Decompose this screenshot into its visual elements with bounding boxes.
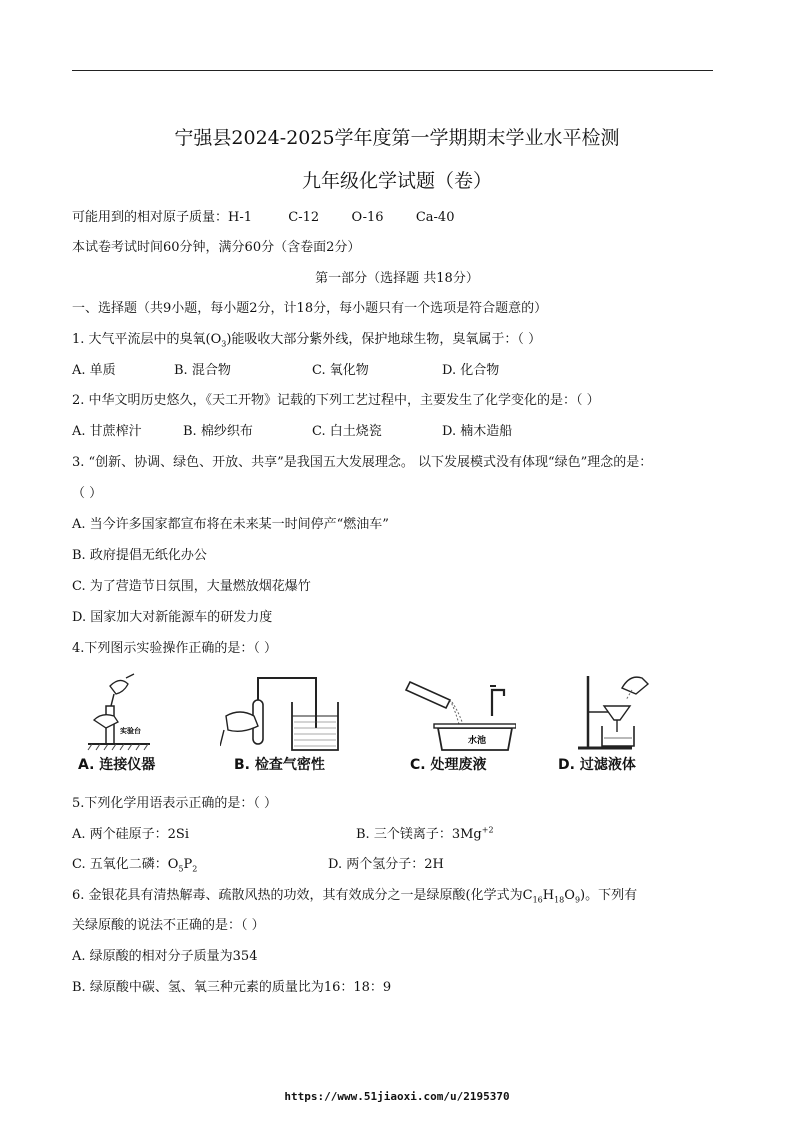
question-6-stem-line2: 关绿原酸的说法不正确的是：（ ） xyxy=(72,918,265,933)
question-3-stem: 3. “创新、协调、绿色、开放、共享”是我国五大发展理念。 以下发展模式没有体现“绿色”理念的是： xyxy=(72,455,653,470)
question-2-stem: 2. 中华文明历史悠久，《天工开物》记载的下列工艺过程中，主要发生了化学变化的是：（ ） xyxy=(72,393,600,408)
q6-option-a[interactable]: A. 绿原酸的相对分子质量为354 xyxy=(72,949,258,964)
q6-formula-h: H xyxy=(542,888,555,903)
q5-option-b-text: B. 三个镁离子：3Mg xyxy=(356,827,482,842)
figure-c-label[interactable]: C. 处理废液 xyxy=(410,757,487,773)
question-5-stem: 5.下列化学用语表示正确的是：（ ） xyxy=(72,796,278,811)
q6-option-b[interactable]: B. 绿原酸中碳、氢、氧三种元素的质量比为16：18：9 xyxy=(72,980,392,995)
section-heading: 一、选择题（共9小题，每小题2分，计18分，每小题只有一个选项是符合题意的） xyxy=(72,301,548,316)
q1-stem-part2: )能吸收大部分紫外线，保护地球生物，臭氧属于：（ ） xyxy=(226,332,542,347)
q2-option-b[interactable]: B. 棉纱织布 xyxy=(183,424,253,439)
q2-option-c[interactable]: C. 白土烧瓷 xyxy=(312,424,382,439)
q5-option-c-mid: P xyxy=(183,857,193,872)
figure-b-airtightness xyxy=(220,672,340,754)
q5-option-c-sub1: 5 xyxy=(178,864,184,874)
atomic-mass-c: C-12 xyxy=(288,210,320,225)
q1-option-c[interactable]: C. 氧化物 xyxy=(312,363,369,378)
figure-d-label[interactable]: D. 过滤液体 xyxy=(558,757,636,773)
bench-label: 实验台 xyxy=(120,727,141,735)
question-6-stem xyxy=(72,884,637,905)
exam-subtitle: 九年级化学试题（卷） xyxy=(301,170,492,192)
q6-stem-part1: 6. 金银花具有清热解毒、疏散风热的功效，其有效成分之一是绿原酸(化学式为C xyxy=(72,888,533,903)
q1-option-a[interactable]: A. 单质 xyxy=(72,363,116,378)
exam-title: 宁强县2024-2025学年度第一学期期末学业水平检测 xyxy=(174,127,620,149)
q6-formula-h-count: 18 xyxy=(554,895,565,905)
part1-heading: 第一部分（选择题 共18分） xyxy=(315,271,479,286)
atomic-mass-o: O-16 xyxy=(351,210,384,225)
atomic-mass-ca: Ca-40 xyxy=(415,210,455,225)
q5-option-a[interactable]: A. 两个硅原子：2Si xyxy=(72,827,189,842)
figure-a-connect-instruments xyxy=(84,672,154,752)
question-4-stem: 4.下列图示实验操作正确的是：（ ） xyxy=(72,641,278,656)
q6-stem-part2: )。下列有 xyxy=(580,888,638,903)
time-note: 本试卷考试时间60分钟，满分60分（含卷面2分） xyxy=(72,240,361,255)
q5-option-c-sub2: 2 xyxy=(192,864,198,874)
q3-option-d[interactable]: D. 国家加大对新能源车的研发力度 xyxy=(72,610,273,625)
q2-option-d[interactable]: D. 楠木造船 xyxy=(442,424,513,439)
question-1-stem xyxy=(72,328,541,349)
figure-d-filter-liquid xyxy=(574,668,654,754)
q3-option-a[interactable]: A. 当今许多国家都宣布将在未来某一时间停产“燃油车” xyxy=(72,517,389,532)
q6-formula-o: O xyxy=(564,888,575,903)
q5-option-b[interactable] xyxy=(356,823,494,842)
atomic-mass-h: 可能用到的相对原子质量：H-1 xyxy=(72,210,253,225)
question-3-paren: （ ） xyxy=(72,486,103,501)
q5-option-b-charge: +2 xyxy=(481,825,494,835)
q2-option-a[interactable]: A. 甘蔗榨汁 xyxy=(72,424,142,439)
q1-option-d[interactable]: D. 化合物 xyxy=(442,363,500,378)
q3-option-c[interactable]: C. 为了营造节日氛围，大量燃放烟花爆竹 xyxy=(72,579,311,594)
q6-formula-c-count: 16 xyxy=(532,895,543,905)
top-rule xyxy=(72,70,713,71)
q1-ozone-subscript: 3 xyxy=(221,339,227,349)
q3-option-b[interactable]: B. 政府提倡无纸化办公 xyxy=(72,548,207,563)
footer-url[interactable]: https://www.51jiaoxi.com/u/2195370 xyxy=(284,1090,510,1103)
figure-c-waste-liquid xyxy=(404,672,516,754)
sink-label: 水池 xyxy=(468,736,487,746)
q5-option-c-text: C. 五氧化二磷：O xyxy=(72,857,179,872)
q5-option-d[interactable]: D. 两个氢分子：2H xyxy=(328,857,444,872)
q1-option-b[interactable]: B. 混合物 xyxy=(174,363,231,378)
q1-stem-part1: 1. 大气平流层中的臭氧(O xyxy=(72,332,222,347)
atomic-mass-line xyxy=(72,206,454,225)
figure-b-label[interactable]: B. 检查气密性 xyxy=(234,757,325,773)
q5-option-c[interactable] xyxy=(72,853,197,874)
q6-formula-o-count: 9 xyxy=(574,895,581,905)
figure-a-label[interactable]: A. 连接仪器 xyxy=(78,757,156,773)
